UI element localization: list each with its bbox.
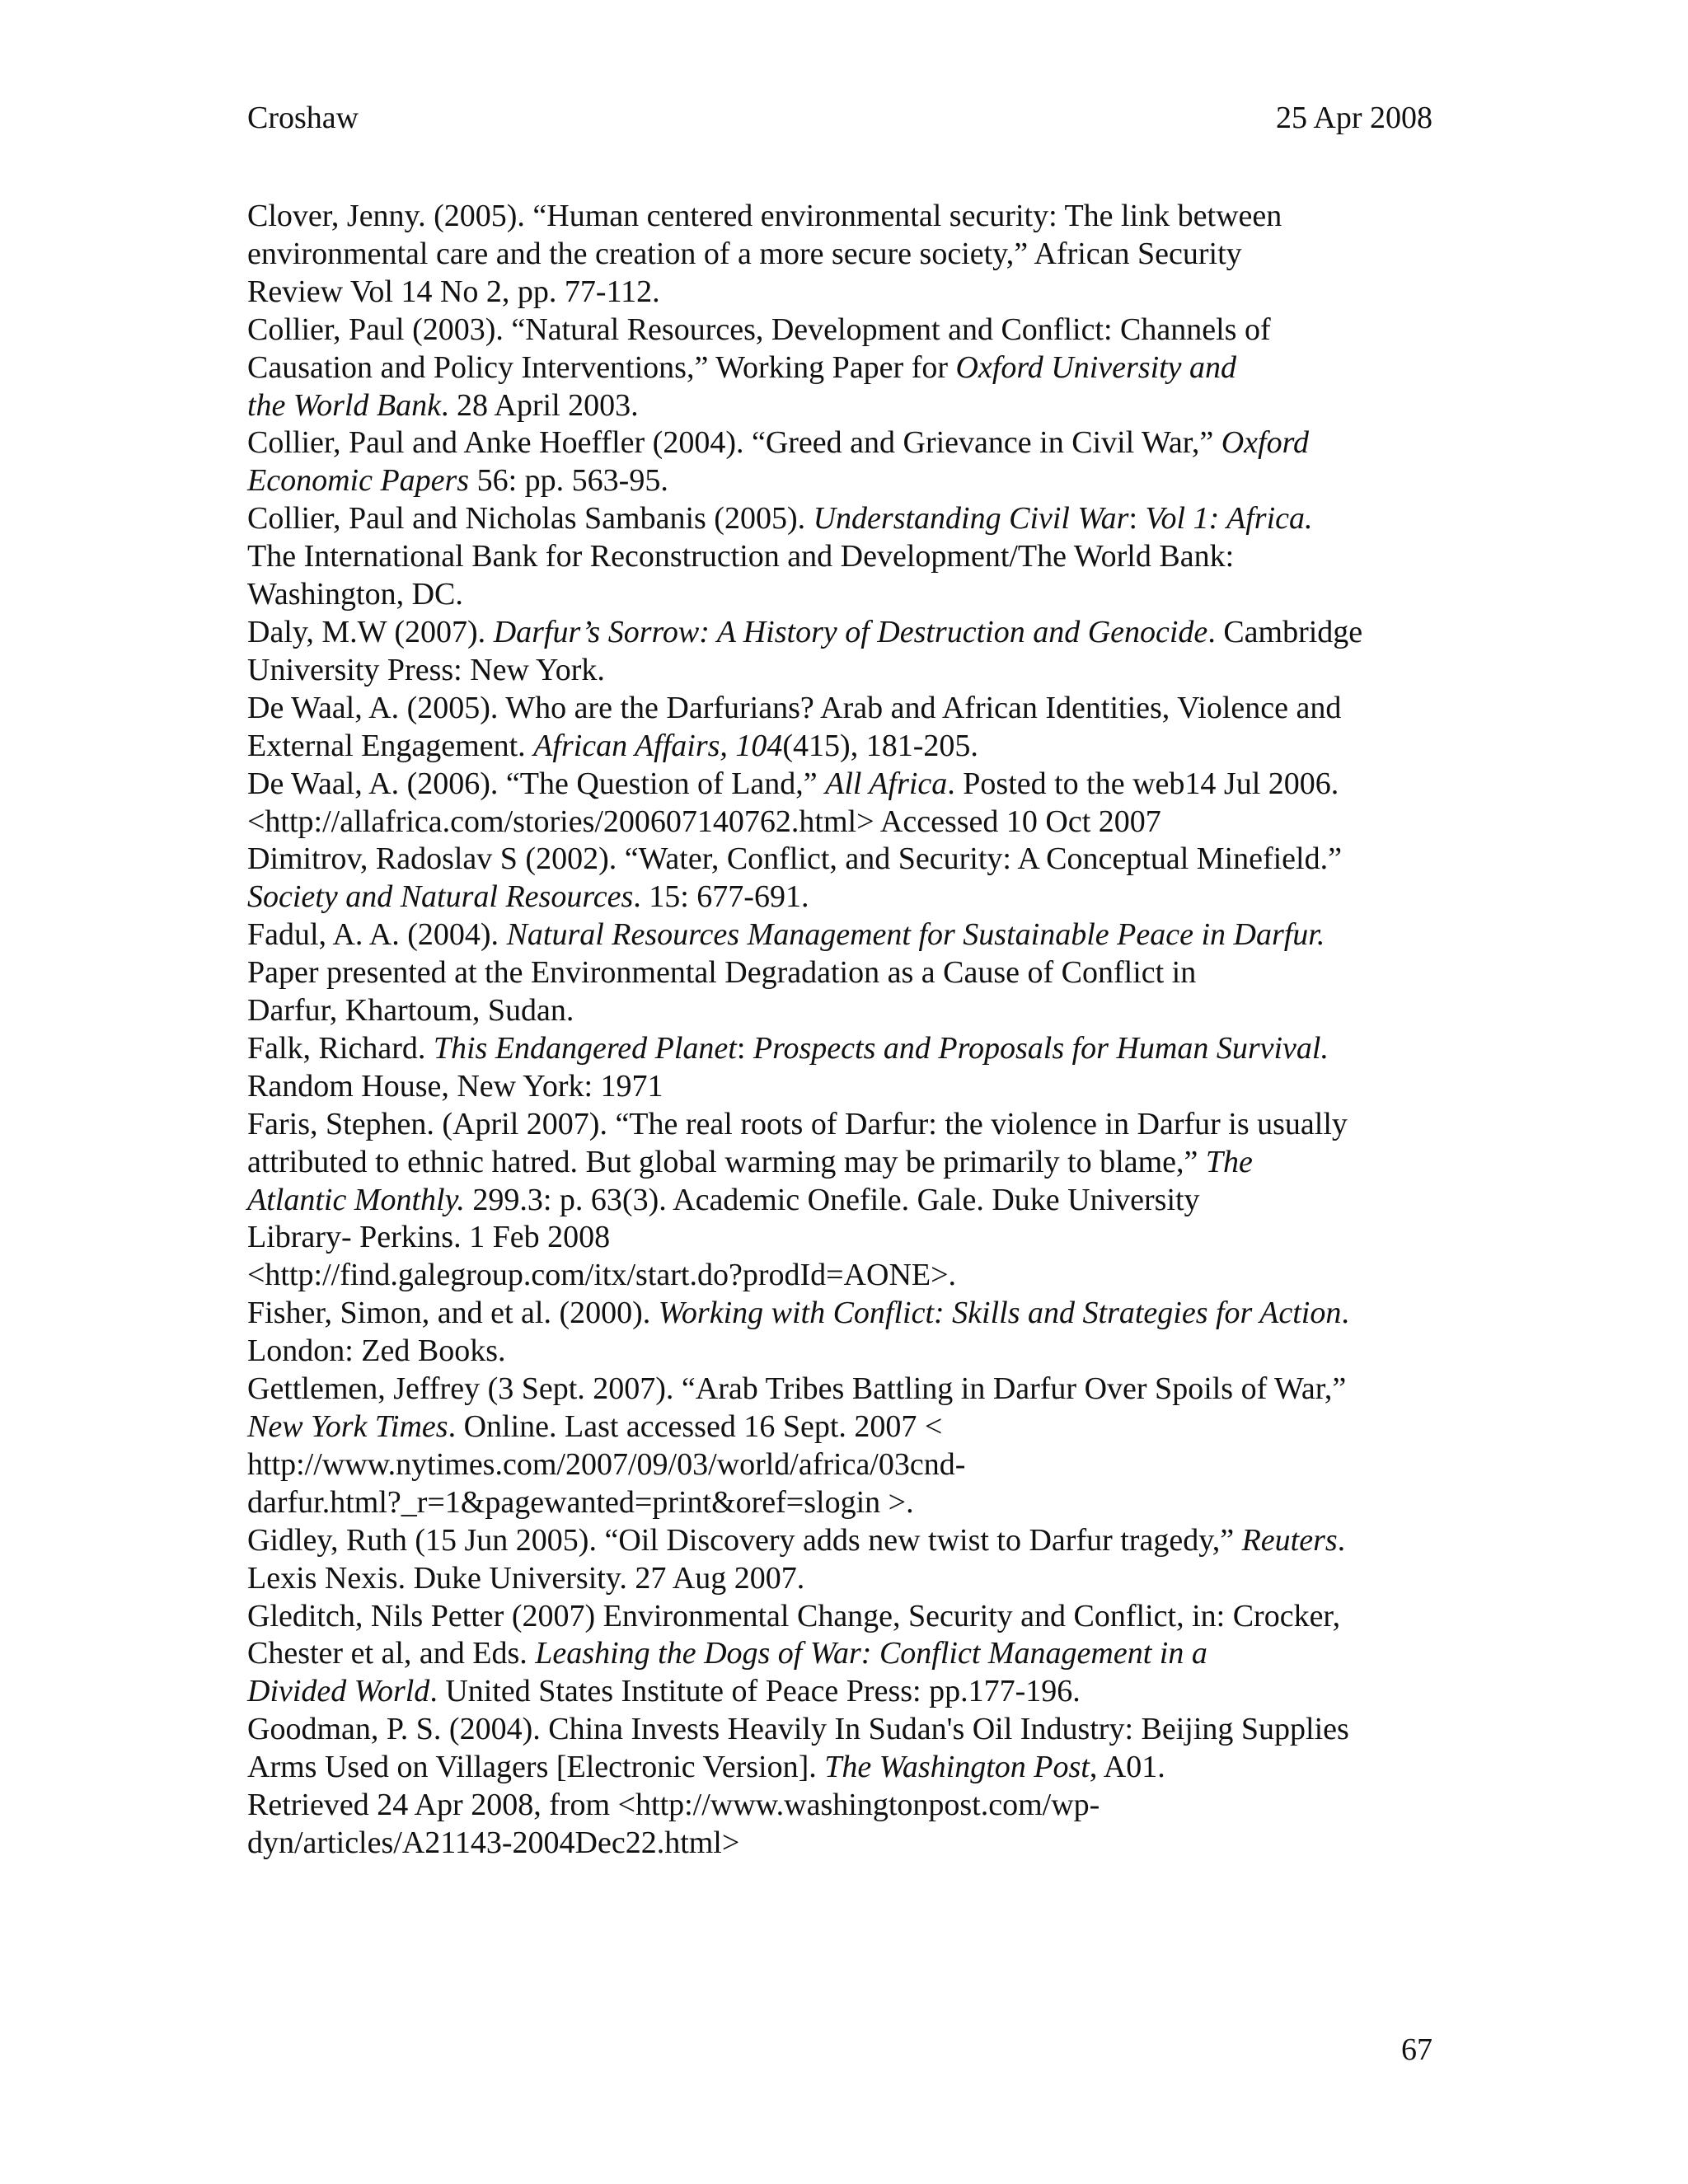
reference-text: Review Vol 14 No 2, pp. 77-112. [247,274,660,309]
reference-entry [247,690,1438,766]
reference-line [247,500,1438,538]
reference-line [247,1484,1438,1522]
reference-line [247,274,1438,312]
reference-text: Clover, Jenny. (2005). “Human centered environmental security: The link between [247,199,1282,233]
reference-entry [247,424,1438,500]
reference-line [247,1333,1438,1371]
reference-text: . Posted to the web14 Jul 2006. [947,766,1339,801]
reference-entry [247,198,1438,312]
reference-entry [247,841,1438,916]
reference-line [247,804,1438,841]
reference-text: Fadul, A. A. (2004). [247,917,507,953]
reference-line [247,1522,1438,1560]
reference-italic-text: The [1205,1144,1253,1179]
reference-text: 56: pp. 563-95. [469,463,668,499]
page-number: 67 [1401,2032,1432,2067]
reference-text: Lexis Nexis. Duke University. 27 Aug 2007. [247,1560,805,1596]
reference-line [247,916,1438,954]
reference-text: Daly, M.W (2007). [247,614,494,649]
reference-line [247,349,1438,387]
reference-line [247,1295,1438,1333]
reference-line [247,1106,1438,1144]
reference-entry [247,500,1438,614]
reference-line [247,1673,1438,1711]
reference-text: Chester et al, and Eds. [247,1636,536,1671]
reference-text: <http://find.galegroup.com/itx/start.do?prodId=AONE>. [247,1258,957,1293]
reference-line [247,1219,1438,1257]
reference-text: Goodman, P. S. (2004). China Invests Heavily In Sudan's Oil Industry: Beijing Supplies [247,1712,1349,1747]
reference-line [247,198,1438,236]
reference-line [247,766,1438,804]
reference-italic-text: This Endangered Planet [433,1030,737,1066]
reference-text: Falk, Richard. [247,1030,434,1066]
reference-italic-text: Darfur’s Sorrow: A History of Destruction and Genocide [493,614,1208,649]
reference-line [247,1144,1438,1182]
reference-line [247,1787,1438,1825]
reference-line [247,690,1438,728]
reference-line [247,1749,1438,1787]
header-author: Croshaw [247,101,359,135]
reference-line [247,1825,1438,1863]
reference-text: environmental care and the creation of a more secure society,” African Security [247,236,1242,271]
reference-text: dyn/articles/A21143-2004Dec22.html> [247,1825,740,1860]
reference-line [247,462,1438,500]
reference-line [247,1635,1438,1673]
reference-entry [247,1295,1438,1371]
reference-line [247,538,1438,576]
reference-text: Gettlemen, Jeffrey (3 Sept. 2007). “Arab Tribes Battling in Darfur Over Spoils of War,” [247,1371,1347,1407]
reference-entry [247,1711,1438,1863]
reference-text: http://www.nytimes.com/2007/09/03/world/africa/03cnd- [247,1446,966,1482]
reference-line [247,1598,1438,1636]
reference-entry [247,766,1438,841]
reference-italic-text: All Africa [825,766,948,801]
reference-italic-text: Atlantic Monthly. [247,1182,465,1217]
reference-line [247,992,1438,1030]
reference-text: Collier, Paul and Nicholas Sambanis (2005). [247,501,814,537]
reference-italic-text: Understanding Civil War [813,501,1129,537]
reference-line [247,1182,1438,1220]
reference-line [247,1371,1438,1408]
reference-text: Washington, DC. [247,577,463,612]
reference-text: (415), 181-205. [782,728,978,763]
reference-text: : [1128,501,1146,537]
reference-entry [247,1371,1438,1522]
reference-line [247,728,1438,766]
reference-text: Faris, Stephen. (April 2007). “The real roots of Darfur: the violence in Darfur is usually [247,1106,1348,1141]
reference-entry [247,614,1438,690]
reference-italic-text: Oxford [1221,425,1309,461]
reference-text: London: Zed Books. [247,1333,506,1369]
page-header [247,97,1432,138]
reference-italic-text: Reuters [1241,1522,1338,1558]
reference-italic-text: Leashing the Dogs of War: Conflict Management in a [535,1636,1207,1671]
reference-text: Gleditch, Nils Petter (2007) Environmental Change, Security and Conflict, in: Crocker, [247,1598,1341,1633]
reference-line [247,1408,1438,1446]
reference-line [247,387,1438,425]
reference-text: darfur.html?_r=1&pagewanted=print&oref=slogin >. [247,1484,914,1520]
reference-line [247,1711,1438,1749]
reference-text: Causation and Policy Interventions,” Working Paper for [247,349,956,385]
reference-text: attributed to ethnic hatred. But global warming may be primarily to blame,” [247,1144,1206,1179]
reference-text: Fisher, Simon, and et al. (2000). [247,1296,659,1331]
reference-text: 299.3: p. 63(3). Academic Onefile. Gale. Duke University [464,1182,1200,1217]
reference-text: Dimitrov, Radoslav S (2002). “Water, Conflict, and Security: A Conceptual Minefield.” [247,841,1342,877]
reference-italic-text: Prospects and Proposals for Human Survival. [753,1030,1329,1066]
reference-text: . Online. Last accessed 16 Sept. 2007 < [448,1409,943,1444]
reference-text: University Press: New York. [247,652,605,687]
reference-text: , A01. [1089,1750,1165,1785]
reference-entry [247,1522,1438,1598]
reference-text: De Waal, A. (2006). “The Question of Land,” [247,766,826,801]
reference-text: Collier, Paul (2003). “Natural Resources, Development and Conflict: Channels of [247,312,1271,347]
reference-text: External Engagement. [247,728,534,763]
reference-text: . 28 April 2003. [441,387,639,423]
reference-italic-text: Vol 1: Africa. [1145,501,1313,537]
reference-italic-text: New York Times [247,1409,448,1444]
reference-text: . United States Institute of Peace Press: pp.177-196. [429,1674,1081,1709]
reference-text: De Waal, A. (2005). Who are the Darfurians? Arab and African Identities, Violence and [247,690,1342,725]
reference-italic-text: Working with Conflict: Skills and Strategies for Action [658,1296,1342,1331]
reference-text: Gidley, Ruth (15 Jun 2005). “Oil Discovery adds new twist to Darfur tragedy,” [247,1522,1242,1558]
reference-line [247,879,1438,916]
reference-text: Retrieved 24 Apr 2008, from <http://www.washingtonpost.com/wp- [247,1788,1100,1823]
reference-italic-text: Oxford University and [955,349,1237,385]
reference-italic-text: African Affairs, 104 [533,728,783,763]
reference-line [247,954,1438,992]
reference-entry [247,1106,1438,1296]
reference-line [247,312,1438,349]
reference-italic-text: the World Bank [247,387,442,423]
reference-text: Random House, New York: 1971 [247,1068,663,1104]
reference-text: Library- Perkins. 1 Feb 2008 [247,1220,611,1255]
reference-line [247,1560,1438,1598]
reference-line [247,614,1438,652]
reference-italic-text: Divided World [247,1674,430,1709]
reference-italic-text: Economic Papers [247,463,470,499]
reference-line [247,652,1438,690]
reference-text: . [1341,1296,1349,1331]
reference-text: . Cambridge [1207,614,1363,649]
reference-list [247,198,1438,1863]
reference-text: . [1337,1522,1346,1558]
reference-text: Paper presented at the Environmental Degradation as a Cause of Conflict in [247,955,1197,991]
reference-italic-text: Society and Natural Resources [247,879,634,915]
reference-entry [247,1598,1438,1712]
reference-italic-text: The Washington Post [824,1750,1090,1785]
reference-line [247,1068,1438,1106]
reference-entry [247,1030,1438,1106]
reference-text: <http://allafrica.com/stories/200607140762.html> Accessed 10 Oct 2007 [247,804,1161,839]
reference-text: Collier, Paul and Anke Hoeffler (2004). “Greed and Grievance in Civil War,” [247,425,1221,461]
reference-text: Arms Used on Villagers [Electronic Version]. [247,1750,825,1785]
reference-line [247,841,1438,879]
reference-text: The International Bank for Reconstruction and Development/The World Bank: [247,539,1235,574]
header-date: 25 Apr 2008 [1276,101,1432,135]
reference-line [247,576,1438,614]
reference-text: Darfur, Khartoum, Sudan. [247,993,574,1029]
reference-text: : [736,1030,753,1066]
reference-line [247,1446,1438,1484]
reference-line [247,236,1438,274]
reference-line [247,424,1438,462]
reference-entry [247,916,1438,1030]
reference-entry [247,312,1438,425]
reference-line [247,1257,1438,1295]
reference-italic-text: Natural Resources Management for Sustainable Peace in Darfur. [506,917,1325,953]
reference-line [247,1030,1438,1068]
reference-text: . 15: 677-691. [633,879,809,915]
